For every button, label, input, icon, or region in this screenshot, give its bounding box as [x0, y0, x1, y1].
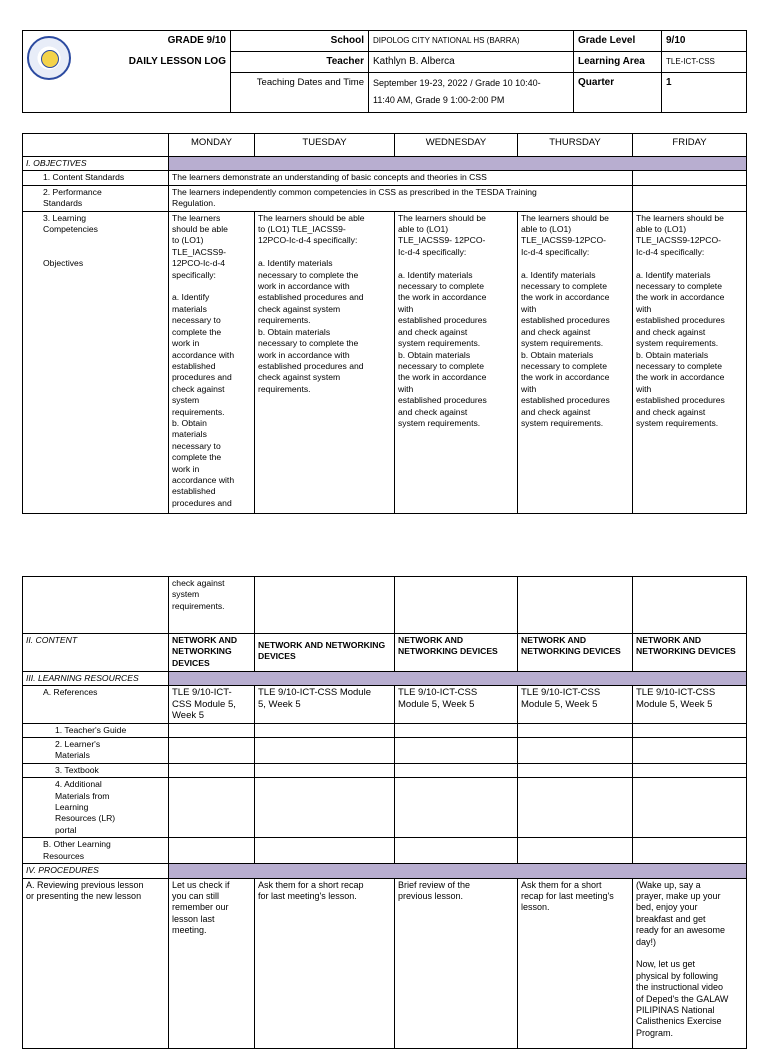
- procedures-title: IV. PROCEDURES: [23, 864, 169, 878]
- procedure-a-tuesday: Ask them for a short recap for last meeting's lesson.: [255, 878, 395, 1048]
- textbook-label: 3. Textbook: [23, 763, 169, 777]
- lesson-table-page-1: [22, 133, 747, 514]
- teachers-guide-label: 1. Teacher's Guide: [23, 723, 169, 737]
- learners-materials-label: 2. Learner's Materials: [23, 738, 169, 764]
- competencies-friday: The learners should be able to (LO1) TLE_IACSS9-12PCO- Ic-d-4 specifically: a. Identify materials necessary to complete the work in accordance with established procedures and check against system requirements. b. Obtain materials necessary to complete the work in accordance with established procedures and check against system requirements.: [633, 211, 747, 513]
- teacher-value: Kathlyn B. Alberca: [369, 52, 574, 73]
- quarter-value: 1: [662, 73, 747, 113]
- day-wednesday: WEDNESDAY: [395, 134, 518, 157]
- log-title: DAILY LESSON LOG: [23, 52, 231, 73]
- references-wednesday: TLE 9/10-ICT-CSS Module 5, Week 5: [395, 686, 518, 723]
- header-table: [22, 30, 747, 113]
- dates-value: September 19-23, 2022 / Grade 10 10:40- 11:40 AM, Grade 9 1:00-2:00 PM: [369, 73, 574, 113]
- competencies-wednesday: The learners should be able to (LO1) TLE_IACSS9- 12PCO- Ic-d-4 specifically: a. Identify materials necessary to complete the work in accordance with established procedures and check against system requirements. b. Obtain materials necessary to complete the work in accordance with established procedures and check against system requirements.: [395, 211, 518, 513]
- content-monday: NETWORK AND NETWORKING DEVICES: [169, 634, 255, 672]
- references-tuesday: TLE 9/10-ICT-CSS Module 5, Week 5: [255, 686, 395, 723]
- competencies-tuesday: The learners should be able to (LO1) TLE_IACSS9- 12PCO-Ic-d-4 specifically: a. Identify materials necessary to complete the work in accordance with established procedures and check against system requirements. b. Obtain materials necessary to complete the work in accordance with established procedures and check against system requirements.: [255, 211, 395, 513]
- day-monday: MONDAY: [169, 134, 255, 157]
- day-thursday: THURSDAY: [518, 134, 633, 157]
- content-wednesday: NETWORK AND NETWORKING DEVICES: [395, 634, 518, 672]
- day-tuesday: TUESDAY: [255, 134, 395, 157]
- references-monday: TLE 9/10-ICT- CSS Module 5, Week 5: [169, 686, 255, 723]
- learning-competencies-label: 3. Learning Competencies Objectives: [23, 211, 169, 513]
- dates-label: Teaching Dates and Time: [231, 73, 369, 113]
- learning-area-label: Learning Area: [574, 52, 662, 73]
- other-resources-label: B. Other Learning Resources: [23, 838, 169, 864]
- school-value: DIPOLOG CITY NATIONAL HS (BARRA): [369, 31, 574, 52]
- references-thursday: TLE 9/10-ICT-CSS Module 5, Week 5: [518, 686, 633, 723]
- learning-area-value: TLE-ICT-CSS: [662, 52, 747, 73]
- content-thursday: NETWORK AND NETWORKING DEVICES: [518, 634, 633, 672]
- content-title: II. CONTENT: [23, 634, 169, 672]
- procedure-a-thursday: Ask them for a short recap for last meeting's lesson.: [518, 878, 633, 1048]
- grade-level-label: Grade Level: [574, 31, 662, 52]
- procedure-a-label: A. Reviewing previous lesson or presenting the new lesson: [23, 878, 169, 1048]
- objectives-title: I. OBJECTIVES: [23, 157, 169, 171]
- resources-title: III. LEARNING RESOURCES: [23, 672, 169, 686]
- performance-standards-value: The learners independently common competencies in CSS as prescribed in the TESDA Training Regulation.: [169, 185, 633, 211]
- grade-level-value: 9/10: [662, 31, 747, 52]
- content-standards-value: The learners demonstrate an understanding of basic concepts and theories in CSS: [169, 171, 633, 185]
- page-2: [0, 545, 768, 1038]
- content-standards-label: 1. Content Standards: [23, 171, 169, 185]
- lesson-table-page-2: [22, 576, 747, 1049]
- school-label: School: [231, 31, 369, 52]
- competencies-thursday: The learners should be able to (LO1) TLE_IACSS9-12PCO- Ic-d-4 specifically: a. Identify materials necessary to complete the work in accordance with established procedures and check against system requirements. b. Obtain materials necessary to complete the work in accordance with established procedures and check against system requirements.: [518, 211, 633, 513]
- procedure-a-wednesday: Brief review of the previous lesson.: [395, 878, 518, 1048]
- content-tuesday: NETWORK AND NETWORKING DEVICES: [255, 634, 395, 672]
- performance-standards-label: 2. Performance Standards: [23, 185, 169, 211]
- content-friday: NETWORK AND NETWORKING DEVICES: [633, 634, 747, 672]
- day-friday: FRIDAY: [633, 134, 747, 157]
- procedure-a-monday: Let us check if you can still remember our lesson last meeting.: [169, 878, 255, 1048]
- grade-label: GRADE 9/10: [23, 31, 231, 52]
- procedure-a-friday: (Wake up, say a prayer, make up your bed, enjoy your breakfast and get ready for an awesome day!) Now, let us get physical by following the instructional video of Deped's the GALAW PILIPINAS National Calisthenics Exercise Program.: [633, 878, 747, 1048]
- additional-materials-label: 4. Additional Materials from Learning Resources (LR) portal: [23, 778, 169, 838]
- competencies-monday: The learners should be able to (LO1) TLE_IACSS9- 12PCO-Ic-d-4 specifically: a. Identify materials necessary to complete the work in accordance with established procedures and check against system requirements. b. Obtain materials necessary to complete the work in accordance with established procedures and: [169, 211, 255, 513]
- quarter-label: Quarter: [574, 73, 662, 113]
- references-friday: TLE 9/10-ICT-CSS Module 5, Week 5: [633, 686, 747, 723]
- competencies-monday-continued: check against system requirements.: [169, 577, 255, 634]
- teacher-label: Teacher: [231, 52, 369, 73]
- references-label: A. References: [23, 686, 169, 723]
